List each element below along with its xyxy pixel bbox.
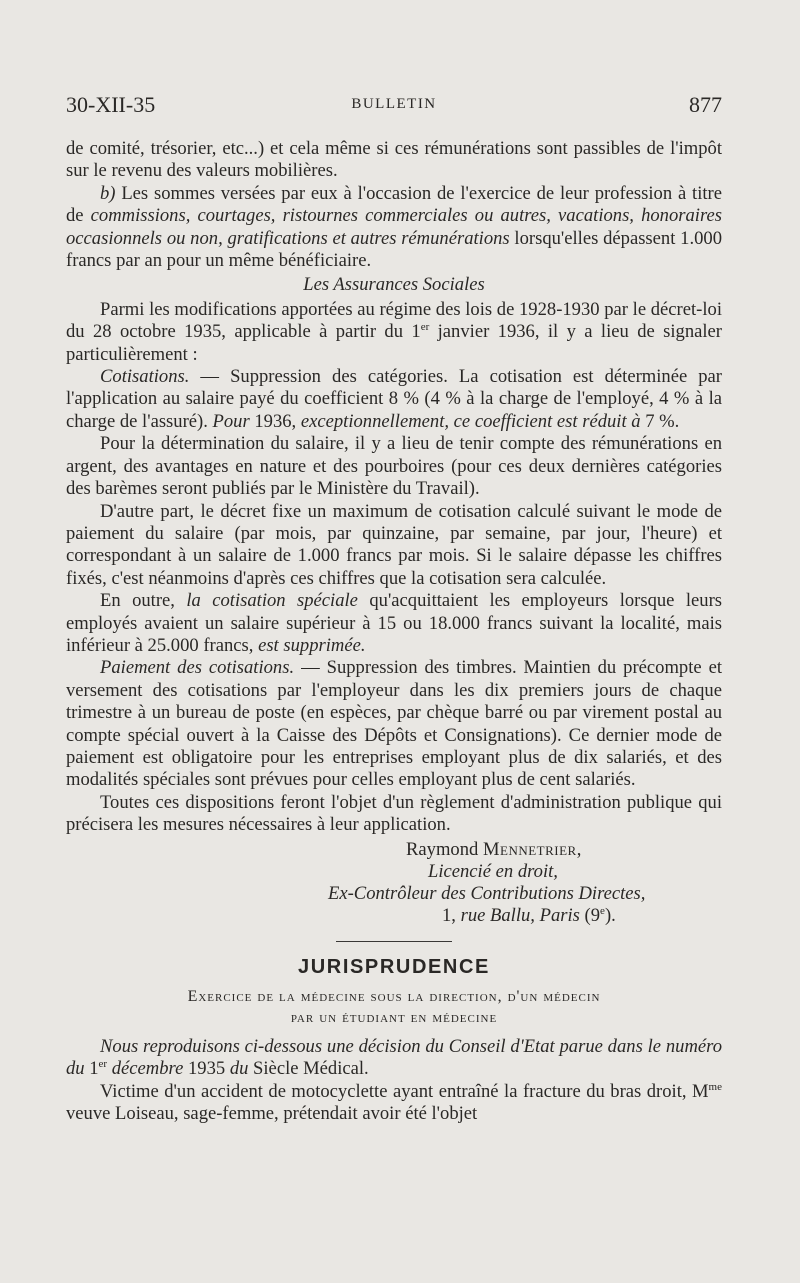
text-run: Victime d'un accident de motocyclette ayant entraîné la fracture du bras droit, M	[100, 1080, 709, 1102]
superscript: e	[600, 904, 605, 917]
paragraph-cotisations	[66, 366, 722, 433]
author-position: Ex-Contrôleur des Contributions Directes,	[328, 882, 646, 904]
author-address	[66, 905, 722, 927]
subheading-line: par un étudiant en médecine	[290, 1009, 498, 1026]
case-subheading	[66, 986, 722, 1028]
item-label: b)	[100, 182, 116, 204]
text-run: En outre,	[100, 590, 187, 612]
paragraph-maximum: D'autre part, le décret fixe un maximum de cotisation calculé suivant le mode de paiement du salaire (par mois, par quinzaine, par semaine, par jour, l'heure) et correspondant à un salaire de 1.000 francs par mois. Si le salaire dépasse les chiffres fixés, c'est néanmoins d'après ces chiffres que la cotisation sera calculée.	[66, 500, 722, 589]
text-run: — Suppression des timbres. Maintien du précompte et versement des cotisations par l'employeur dans les dix premiers jours de chaque trimestre à un bureau de poste (en espèces, par chèque barré ou par virement postal au compte spécial ouvert à la Caisse des Dépôts et Consignations). Ce dernier mode de paiement est obligatoire pour les entreprises employant plus de dix salariés, et des modalités spéciales sont prévues pour celles employant plus de cent salariés.	[66, 657, 722, 791]
paragraph-b	[66, 183, 722, 273]
author-title: Licencié en droit,	[428, 860, 558, 882]
page-header	[66, 92, 722, 122]
author-name	[66, 839, 722, 861]
superscript: er	[420, 321, 430, 334]
paragraph-dispositions: Toutes ces dispositions feront l'objet d'un règlement d'administration publique qui précisera les mesures nécessaires à leur application.	[66, 791, 722, 836]
text-run: — Suppression des catégories. La cotisation est déterminée par l'application au salaire payé du coefficient 8 % (4 % à la charge de l'employé, 4 % à la charge de l'assuré).	[66, 366, 722, 432]
text-run: 7 %.	[640, 410, 680, 432]
text-run: ).	[604, 904, 616, 926]
text-run-italic: exceptionnellement, ce coefficient est réduit à	[300, 410, 641, 432]
text-run: (9	[579, 904, 601, 926]
text-run-italic: commissions, courtages, ristournes commerciales ou autres, vacations, honoraires occasionnels ou non, gratifications et autres rémunérations	[66, 205, 722, 249]
text-run: Siècle Médical.	[248, 1058, 369, 1080]
superscript: er	[98, 1058, 108, 1071]
text-run: 1935	[183, 1058, 230, 1080]
signature-block	[66, 839, 722, 927]
text-run: janvier 1936, il y a lieu de signaler particulièrement :	[66, 321, 722, 365]
text-run: qu'acquittaient les employeurs lorsque leurs employés avaient un salaire supérieur à 15 ou 18.000 francs suivant la localité, mais inférieur à 25.000 francs,	[66, 590, 723, 656]
paragraph-salaire: Pour la détermination du salaire, il y a lieu de tenir compte des rémunérations en argent, des avantages en nature et des pourboires (pour ces deux dernières catégories des barèmes seront publiés par le Ministère du Travail).	[66, 433, 722, 500]
text-run: Parmi les modifications apportées au régime des lois de 1928-1930 par le décret-loi du 28 octobre 1935, applicable à partir du 1	[66, 298, 722, 343]
text-run: veuve Loiseau, sage-femme, prétendait avoir été l'objet	[66, 1103, 478, 1125]
paragraph-paiement	[66, 657, 722, 791]
author-first-name: Raymond	[406, 838, 483, 860]
text-run: 1	[84, 1058, 99, 1080]
text-run: lorsqu'elles dépassent 1.000 francs par an pour un même bénéficiaire.	[66, 227, 722, 272]
running-title: BULLETIN	[351, 96, 437, 112]
article-body	[66, 138, 722, 1126]
run-heading: Cotisations.	[100, 366, 190, 388]
paragraph-intro	[66, 299, 722, 366]
text-run-italic: du	[229, 1058, 249, 1080]
text-run: Les sommes versées par eux à l'occasion de l'exercice de leur profession à titre de	[66, 182, 722, 227]
author-last-name: Mennetrier,	[482, 838, 582, 860]
paragraph-intro-decision	[66, 1036, 722, 1081]
section-divider	[336, 941, 452, 942]
run-heading: Paiement des cotisations.	[100, 657, 295, 679]
text-run: 1,	[442, 904, 461, 926]
text-run: 1936,	[249, 410, 301, 432]
paragraph-cotisation-speciale	[66, 590, 722, 657]
text-run-italic: est supprimée.	[258, 634, 366, 656]
text-run-italic: Nous reproduisons ci-dessous une décision du Conseil d'Etat parue dans le numéro du	[66, 1036, 722, 1080]
text-run-italic: rue Ballu, Paris	[460, 904, 580, 926]
superscript: me	[708, 1080, 722, 1093]
jurisprudence-heading: JURISPRUDENCE	[298, 955, 490, 978]
section-title: Les Assurances Sociales	[303, 274, 485, 296]
text-run-italic: décembre	[107, 1058, 184, 1080]
page-number: 877	[689, 92, 722, 117]
issue-date: 30-XII-35	[66, 92, 156, 117]
text-run-italic: Pour	[212, 410, 250, 432]
subheading-line: Exercice de la médecine sous la direction, d'un médecin	[187, 988, 601, 1005]
text-run-italic: la cotisation spéciale	[186, 590, 358, 612]
paragraph-continuation: de comité, trésorier, etc...) et cela même si ces rémunérations sont passibles de l'impôt sur le revenu des valeurs mobilières.	[66, 138, 722, 182]
paragraph-case	[66, 1081, 722, 1126]
